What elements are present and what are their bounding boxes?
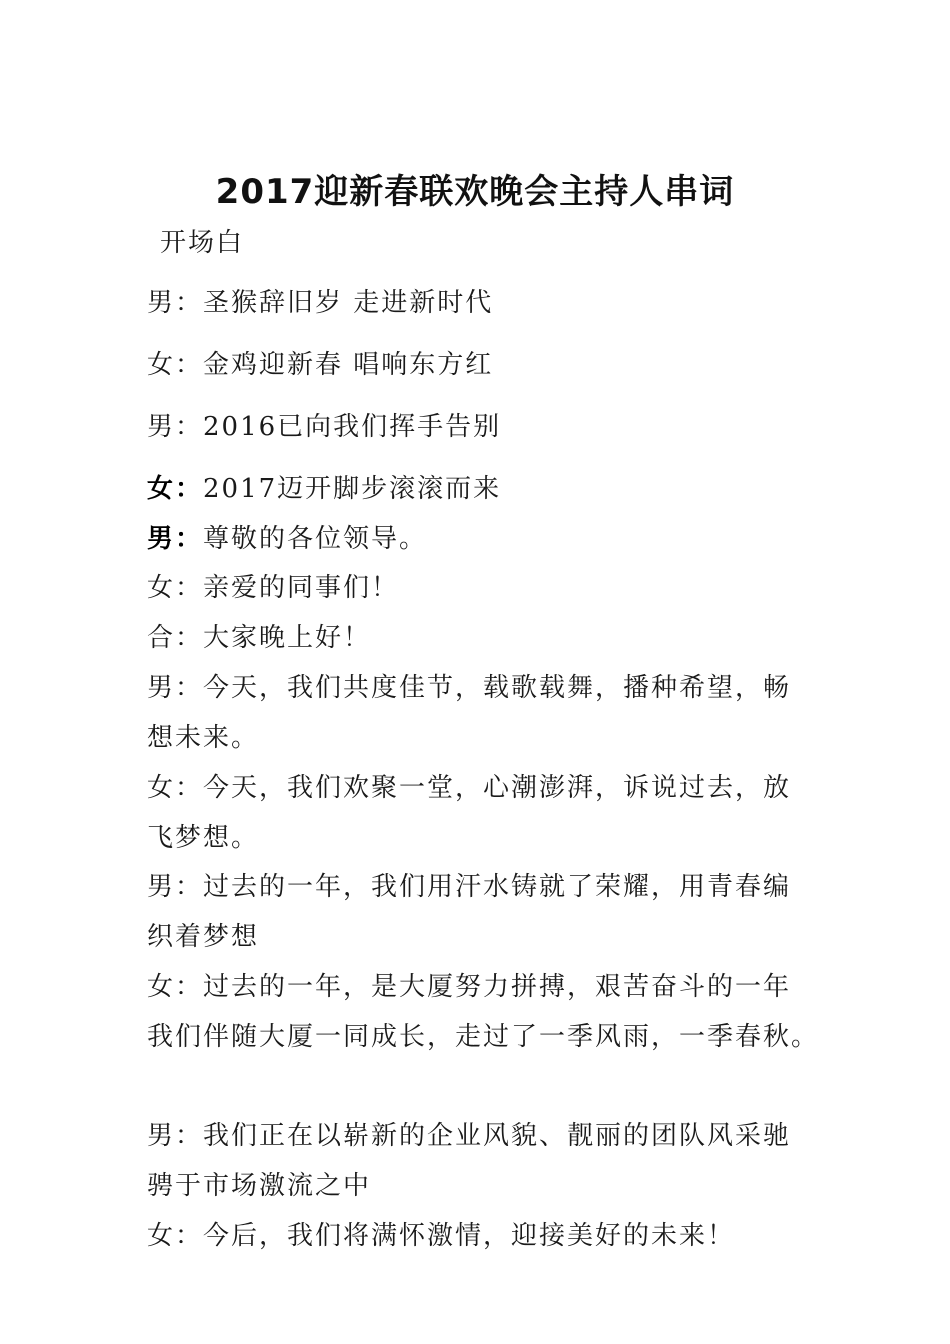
line-text: 我们伴随大厦一同成长，走过了一季风雨，一季春秋。 — [147, 1022, 820, 1052]
speaker-label: 女： — [147, 474, 204, 504]
line-text: 大家晚上好！ — [203, 623, 372, 653]
script-line — [147, 286, 847, 320]
script-line — [147, 571, 847, 605]
line-text: 2016已向我们挥手告别 — [203, 412, 502, 442]
line-text: 今后，我们将满怀激情，迎接美好的未来！ — [203, 1221, 736, 1251]
script-line — [147, 410, 847, 444]
line-text: 尊敬的各位领导。 — [203, 524, 428, 554]
script-line — [147, 472, 847, 506]
section-heading: 开场白 — [160, 228, 245, 258]
line-text: 圣猴辞旧岁 走进新时代 — [203, 288, 494, 318]
line-text: 过去的一年，是大厦努力拼搏，艰苦奋斗的一年 — [203, 972, 792, 1002]
line-text: 今天，我们欢聚一堂，心潮澎湃，诉说过去，放 — [203, 773, 792, 803]
speaker-label: 女： — [147, 1221, 204, 1251]
speaker-label: 女： — [147, 773, 204, 803]
speaker-label: 男： — [147, 673, 204, 703]
speaker-label: 女： — [147, 972, 204, 1002]
script-line — [147, 771, 847, 805]
speaker-label: 合： — [147, 623, 204, 653]
script-line-continuation — [147, 920, 847, 954]
speaker-label: 男： — [147, 1121, 204, 1151]
line-text: 2017迈开脚步滚滚而来 — [203, 474, 502, 504]
script-line — [147, 522, 847, 556]
script-line — [147, 970, 847, 1004]
line-text: 飞梦想。 — [147, 823, 260, 853]
script-line — [147, 1219, 847, 1253]
script-line — [147, 348, 847, 382]
script-line — [147, 671, 847, 705]
script-line — [147, 1119, 847, 1153]
script-line-continuation — [147, 721, 847, 755]
script-line-continuation — [147, 1169, 847, 1203]
line-text: 过去的一年，我们用汗水铸就了荣耀，用青春编 — [203, 872, 792, 902]
script-line — [147, 870, 847, 904]
line-text: 金鸡迎新春 唱响东方红 — [203, 350, 494, 380]
speaker-label: 女： — [147, 573, 204, 603]
line-text: 我们正在以崭新的企业风貌、靓丽的团队风采驰 — [203, 1121, 792, 1151]
speaker-label: 男： — [147, 288, 204, 318]
script-line — [147, 621, 847, 655]
speaker-label: 女： — [147, 350, 204, 380]
line-text: 亲爱的同事们！ — [203, 573, 400, 603]
script-line-continuation — [147, 1020, 847, 1054]
line-text: 今天，我们共度佳节，载歌载舞，播种希望，畅 — [203, 673, 792, 703]
script-line-continuation — [147, 821, 847, 855]
document-title: 2017迎新春联欢晚会主持人串词 — [215, 172, 735, 212]
line-text: 织着梦想 — [147, 922, 260, 952]
line-text: 想未来。 — [147, 723, 260, 753]
speaker-label: 男： — [147, 524, 204, 554]
speaker-label: 男： — [147, 872, 204, 902]
speaker-label: 男： — [147, 412, 204, 442]
line-text: 骋于市场激流之中 — [147, 1171, 372, 1201]
